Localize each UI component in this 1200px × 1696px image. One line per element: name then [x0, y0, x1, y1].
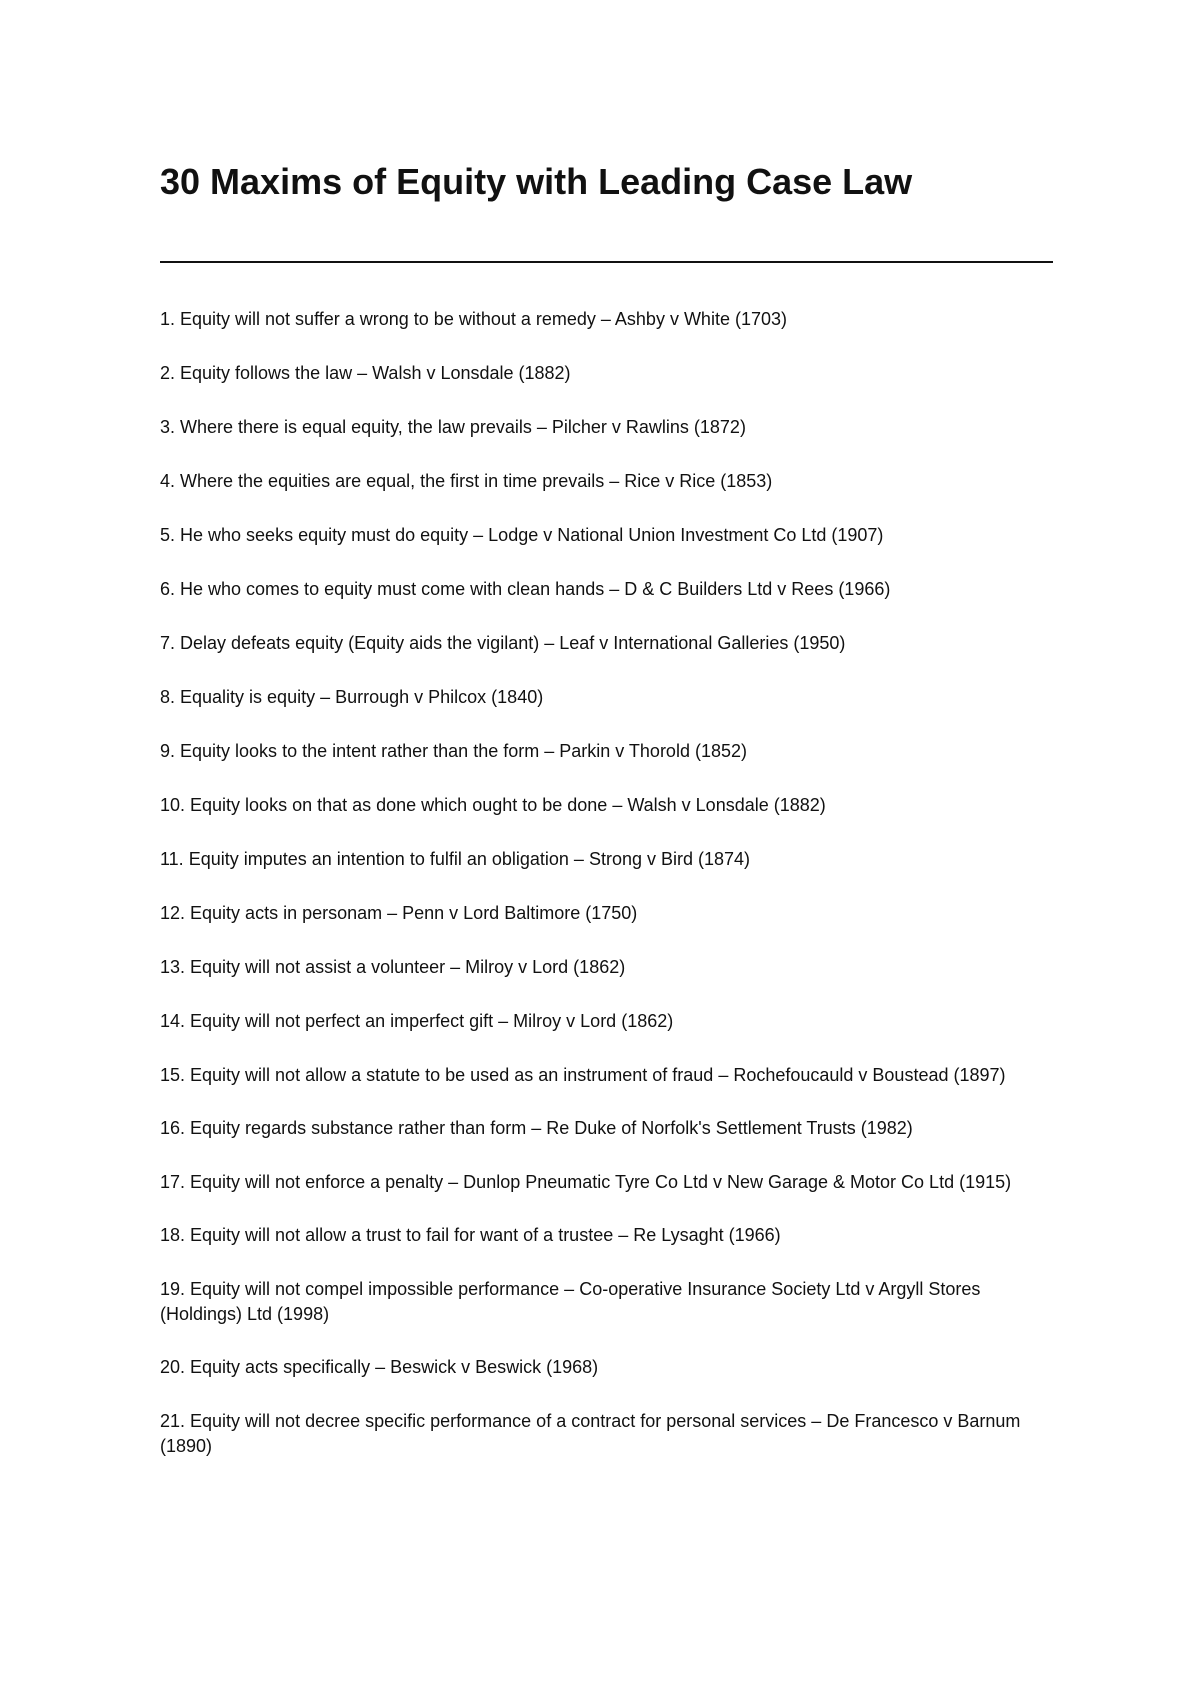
maxim-item-1: 1. Equity will not suffer a wrong to be without a remedy – Ashby v White (1703) — [160, 309, 787, 329]
maxim-item-14: 14. Equity will not perfect an imperfect gift – Milroy v Lord (1862) — [160, 1011, 674, 1031]
title-divider — [160, 261, 1053, 263]
maxim-item-3: 3. Where there is equal equity, the law prevails – Pilcher v Rawlins (1872) — [160, 417, 746, 437]
maxim-item-16: 16. Equity regards substance rather than form – Re Duke of Norfolk's Settlement Trusts (1982) — [160, 1118, 913, 1138]
maxim-item-8: 8. Equality is equity – Burrough v Philcox (1840) — [160, 687, 544, 707]
maxim-item-5: 5. He who seeks equity must do equity – Lodge v National Union Investment Co Ltd (1907) — [160, 525, 884, 545]
maxim-item-12: 12. Equity acts in personam – Penn v Lord Baltimore (1750) — [160, 903, 638, 923]
maxim-item-20: 20. Equity acts specifically – Beswick v Beswick (1968) — [160, 1357, 599, 1377]
maxim-item-4: 4. Where the equities are equal, the first in time prevails – Rice v Rice (1853) — [160, 471, 773, 491]
maxim-item-2: 2. Equity follows the law – Walsh v Lonsdale (1882) — [160, 363, 571, 383]
maxim-item-7: 7. Delay defeats equity (Equity aids the vigilant) – Leaf v International Galleries (1950) — [160, 633, 846, 653]
maxim-item-21: 21. Equity will not decree specific performance of a contract for personal services – De Francesco v Barnum (1890) — [160, 1411, 1021, 1456]
maxim-item-17: 17. Equity will not enforce a penalty – Dunlop Pneumatic Tyre Co Ltd v New Garage & Motor Co Ltd (1915) — [160, 1172, 1012, 1192]
maxim-item-9: 9. Equity looks to the intent rather than the form – Parkin v Thorold (1852) — [160, 741, 747, 761]
maxims-list — [160, 307, 1060, 1487]
maxim-item-19: 19. Equity will not compel impossible performance – Co-operative Insurance Society Ltd v Argyll Stores (Holdings) Ltd (1998) — [160, 1279, 981, 1324]
maxim-item-18: 18. Equity will not allow a trust to fail for want of a trustee – Re Lysaght (1966) — [160, 1225, 781, 1245]
maxim-item-15: 15. Equity will not allow a statute to be used as an instrument of fraud – Rochefoucauld v Boustead (1897) — [160, 1065, 1006, 1085]
maxim-item-10: 10. Equity looks on that as done which ought to be done – Walsh v Lonsdale (1882) — [160, 795, 826, 815]
maxim-item-13: 13. Equity will not assist a volunteer – Milroy v Lord (1862) — [160, 957, 626, 977]
document-title: 30 Maxims of Equity with Leading Case Law — [160, 161, 913, 202]
maxim-item-6: 6. He who comes to equity must come with clean hands – D & C Builders Ltd v Rees (1966) — [160, 579, 891, 599]
maxim-item-11: 11. Equity imputes an intention to fulfil an obligation – Strong v Bird (1874) — [160, 849, 751, 869]
